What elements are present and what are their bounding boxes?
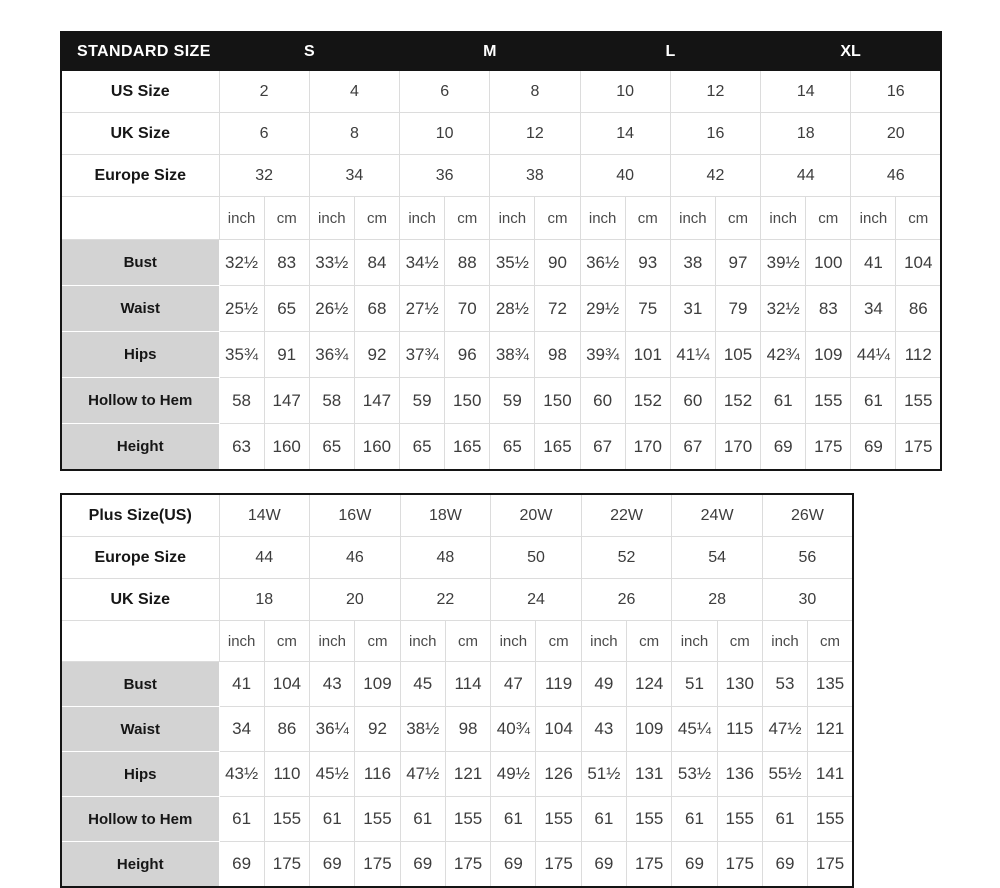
size-value-cell: 18W [400,494,491,537]
measure-value-cell: 175 [536,842,581,888]
measure-value-cell: 39½ [761,240,806,286]
measure-value-cell: 45 [400,662,445,707]
measure-value-cell: 141 [808,752,853,797]
measure-value-cell: 90 [535,240,580,286]
measure-value-cell: 49 [581,662,626,707]
measure-value-cell: 58 [309,378,354,424]
measure-value-cell: 43 [310,662,355,707]
unit-label: cm [536,621,581,662]
unit-row [61,621,853,662]
measure-value-cell: 34 [219,707,264,752]
size-value-cell: 34 [309,155,399,197]
measure-value-cell: 170 [625,424,670,471]
measure-value-cell: 175 [806,424,851,471]
size-group-l: L [580,32,761,71]
unit-label: cm [535,197,580,240]
measure-value-cell: 104 [896,240,941,286]
size-value-cell: 12 [490,113,580,155]
size-value-cell: 26 [581,579,672,621]
measure-value-cell: 40¾ [491,707,536,752]
measure-value-cell: 60 [580,378,625,424]
measure-value-cell: 61 [581,797,626,842]
measure-value-cell: 115 [717,707,762,752]
measure-value-cell: 83 [264,240,309,286]
unit-label: cm [806,197,851,240]
measure-value-cell: 165 [535,424,580,471]
measure-value-cell: 37¾ [400,332,445,378]
unit-label: cm [627,621,672,662]
size-value-cell: 54 [672,537,763,579]
measure-value-cell: 75 [625,286,670,332]
measure-value-cell: 25½ [219,286,264,332]
size-value-cell: 10 [580,71,670,113]
measure-value-cell: 36¾ [309,332,354,378]
measure-value-cell: 98 [535,332,580,378]
measure-value-cell: 105 [715,332,760,378]
measure-value-cell: 38½ [400,707,445,752]
measure-value-cell: 39¾ [580,332,625,378]
measure-value-cell: 175 [627,842,672,888]
size-value-cell: 16 [851,71,941,113]
row-label: Hollow to Hem [61,378,219,424]
measure-value-cell: 61 [310,797,355,842]
measure-value-cell: 175 [355,842,400,888]
measure-row [61,424,941,471]
unit-label: inch [219,197,264,240]
size-value-cell: 6 [219,113,309,155]
measure-value-cell: 88 [445,240,490,286]
measure-value-cell: 41¼ [670,332,715,378]
measure-value-cell: 155 [536,797,581,842]
measure-value-cell: 59 [400,378,445,424]
unit-label: inch [310,621,355,662]
measure-value-cell: 47½ [400,752,445,797]
size-value-cell: 22 [400,579,491,621]
size-value-cell: 20W [491,494,582,537]
unit-label: inch [670,197,715,240]
measure-value-cell: 136 [717,752,762,797]
measure-value-cell: 150 [445,378,490,424]
measure-value-cell: 160 [264,424,309,471]
measure-value-cell: 112 [896,332,941,378]
measure-value-cell: 121 [445,752,490,797]
size-value-cell: 18 [219,579,310,621]
measure-value-cell: 97 [715,240,760,286]
measure-value-cell: 165 [445,424,490,471]
measure-value-cell: 33½ [309,240,354,286]
size-row [61,71,941,113]
measure-value-cell: 41 [851,240,896,286]
size-value-cell: 14 [580,113,670,155]
measure-row [61,240,941,286]
measure-value-cell: 32½ [219,240,264,286]
size-value-cell: 48 [400,537,491,579]
size-value-cell: 16 [670,113,760,155]
size-value-cell: 30 [762,579,853,621]
measure-value-cell: 47½ [762,707,807,752]
size-value-cell: 50 [491,537,582,579]
unit-label: cm [625,197,670,240]
measure-value-cell: 51½ [581,752,626,797]
size-value-cell: 24W [672,494,763,537]
measure-value-cell: 155 [808,797,853,842]
unit-label: inch [309,197,354,240]
size-value-cell: 28 [672,579,763,621]
measure-value-cell: 28½ [490,286,535,332]
size-group-s: S [219,32,400,71]
row-label: Height [61,424,219,471]
measure-value-cell: 175 [896,424,941,471]
measure-value-cell: 65 [400,424,445,471]
measure-row [61,842,853,888]
measure-value-cell: 114 [445,662,490,707]
measure-value-cell: 69 [400,842,445,888]
row-label: UK Size [61,579,219,621]
row-label: Waist [61,707,219,752]
standard-size-table [60,31,942,471]
measure-value-cell: 35¾ [219,332,264,378]
measure-value-cell: 69 [761,424,806,471]
measure-row [61,332,941,378]
unit-label: cm [264,621,309,662]
measure-value-cell: 67 [580,424,625,471]
measure-value-cell: 96 [445,332,490,378]
unit-label: cm [808,621,853,662]
measure-value-cell: 58 [219,378,264,424]
measure-value-cell: 170 [715,424,760,471]
measure-value-cell: 119 [536,662,581,707]
unit-label: cm [354,197,399,240]
row-label: Bust [61,240,219,286]
measure-value-cell: 130 [717,662,762,707]
row-label: Waist [61,286,219,332]
measure-value-cell: 92 [354,332,399,378]
measure-value-cell: 38 [670,240,715,286]
size-value-cell: 8 [309,113,399,155]
size-value-cell: 8 [490,71,580,113]
size-value-cell: 32 [219,155,309,197]
unit-label: inch [672,621,717,662]
row-label: Hollow to Hem [61,797,219,842]
measure-value-cell: 79 [715,286,760,332]
measure-value-cell: 69 [581,842,626,888]
size-value-cell: 26W [762,494,853,537]
measure-value-cell: 147 [264,378,309,424]
measure-row [61,378,941,424]
measure-value-cell: 43½ [219,752,264,797]
measure-value-cell: 31 [670,286,715,332]
size-value-cell: 2 [219,71,309,113]
measure-value-cell: 152 [715,378,760,424]
size-row [61,113,941,155]
size-value-cell: 16W [310,494,401,537]
measure-value-cell: 27½ [400,286,445,332]
measure-value-cell: 65 [264,286,309,332]
measure-value-cell: 104 [536,707,581,752]
measure-value-cell: 61 [851,378,896,424]
measure-value-cell: 67 [670,424,715,471]
unit-label: inch [491,621,536,662]
row-label: Europe Size [61,155,219,197]
unit-label: cm [445,197,490,240]
measure-value-cell: 42¾ [761,332,806,378]
measure-value-cell: 147 [354,378,399,424]
measure-value-cell: 47 [491,662,536,707]
row-label: Hips [61,752,219,797]
measure-value-cell: 150 [535,378,580,424]
measure-value-cell: 155 [896,378,941,424]
measure-row [61,286,941,332]
measure-value-cell: 109 [627,707,672,752]
unit-label: inch [851,197,896,240]
measure-row [61,797,853,842]
measure-value-cell: 69 [851,424,896,471]
measure-value-cell: 69 [310,842,355,888]
measure-value-cell: 32½ [761,286,806,332]
unit-row-spacer [61,621,219,662]
measure-value-cell: 175 [445,842,490,888]
measure-row [61,707,853,752]
measure-value-cell: 175 [808,842,853,888]
measure-value-cell: 155 [355,797,400,842]
measure-value-cell: 92 [355,707,400,752]
measure-value-cell: 93 [625,240,670,286]
size-value-cell: 40 [580,155,670,197]
row-label: Plus Size(US) [61,494,219,537]
measure-value-cell: 109 [355,662,400,707]
measure-value-cell: 175 [717,842,762,888]
measure-value-cell: 53½ [672,752,717,797]
measure-value-cell: 61 [672,797,717,842]
unit-row-spacer [61,197,219,240]
measure-value-cell: 29½ [580,286,625,332]
measure-value-cell: 43 [581,707,626,752]
measure-value-cell: 44¼ [851,332,896,378]
measure-value-cell: 155 [717,797,762,842]
measure-value-cell: 160 [354,424,399,471]
size-row [61,494,853,537]
size-value-cell: 14 [761,71,851,113]
measure-value-cell: 135 [808,662,853,707]
measure-value-cell: 59 [490,378,535,424]
measure-value-cell: 61 [400,797,445,842]
row-label: UK Size [61,113,219,155]
unit-label: cm [896,197,941,240]
measure-value-cell: 69 [762,842,807,888]
measure-value-cell: 34 [851,286,896,332]
size-value-cell: 42 [670,155,760,197]
measure-value-cell: 61 [761,378,806,424]
size-value-cell: 20 [310,579,401,621]
size-value-cell: 18 [761,113,851,155]
measure-value-cell: 51 [672,662,717,707]
size-value-cell: 36 [400,155,490,197]
plus-size-table [60,493,854,888]
measure-value-cell: 83 [806,286,851,332]
measure-value-cell: 69 [491,842,536,888]
unit-label: inch [219,621,264,662]
row-label: Height [61,842,219,888]
unit-label: cm [264,197,309,240]
measure-value-cell: 68 [354,286,399,332]
measure-value-cell: 65 [309,424,354,471]
measure-value-cell: 61 [219,797,264,842]
measure-value-cell: 116 [355,752,400,797]
size-value-cell: 20 [851,113,941,155]
unit-label: cm [445,621,490,662]
size-value-cell: 52 [581,537,672,579]
measure-value-cell: 65 [490,424,535,471]
measure-row [61,662,853,707]
size-value-cell: 14W [219,494,310,537]
unit-row [61,197,941,240]
measure-value-cell: 53 [762,662,807,707]
row-label: Bust [61,662,219,707]
size-group-m: M [400,32,581,71]
measure-value-cell: 61 [491,797,536,842]
measure-value-cell: 155 [445,797,490,842]
measure-value-cell: 110 [264,752,309,797]
measure-value-cell: 45¼ [672,707,717,752]
measure-value-cell: 98 [445,707,490,752]
measure-value-cell: 175 [264,842,309,888]
unit-label: inch [761,197,806,240]
size-value-cell: 44 [219,537,310,579]
unit-label: cm [355,621,400,662]
unit-label: inch [400,197,445,240]
measure-value-cell: 101 [625,332,670,378]
measure-value-cell: 152 [625,378,670,424]
measure-value-cell: 72 [535,286,580,332]
measure-value-cell: 155 [627,797,672,842]
unit-label: inch [581,621,626,662]
unit-label: inch [762,621,807,662]
unit-label: cm [717,621,762,662]
row-label: Europe Size [61,537,219,579]
size-value-cell: 12 [670,71,760,113]
measure-value-cell: 109 [806,332,851,378]
measure-value-cell: 126 [536,752,581,797]
measure-value-cell: 155 [806,378,851,424]
measure-value-cell: 70 [445,286,490,332]
unit-label: inch [400,621,445,662]
size-row [61,155,941,197]
measure-row [61,752,853,797]
size-group-xl: XL [761,32,942,71]
measure-value-cell: 63 [219,424,264,471]
measure-value-cell: 155 [264,797,309,842]
measure-value-cell: 36¼ [310,707,355,752]
measure-value-cell: 86 [264,707,309,752]
size-value-cell: 38 [490,155,580,197]
size-value-cell: 56 [762,537,853,579]
unit-label: cm [715,197,760,240]
measure-value-cell: 69 [219,842,264,888]
size-value-cell: 46 [310,537,401,579]
table-title: STANDARD SIZE [61,32,219,71]
size-value-cell: 22W [581,494,672,537]
size-value-cell: 10 [400,113,490,155]
size-row [61,537,853,579]
measure-value-cell: 61 [762,797,807,842]
row-label: Hips [61,332,219,378]
measure-value-cell: 41 [219,662,264,707]
measure-value-cell: 60 [670,378,715,424]
size-value-cell: 44 [761,155,851,197]
measure-value-cell: 84 [354,240,399,286]
size-value-cell: 6 [400,71,490,113]
measure-value-cell: 45½ [310,752,355,797]
measure-value-cell: 55½ [762,752,807,797]
measure-value-cell: 104 [264,662,309,707]
measure-value-cell: 69 [672,842,717,888]
size-value-cell: 46 [851,155,941,197]
size-row [61,579,853,621]
measure-value-cell: 34½ [400,240,445,286]
measure-value-cell: 38¾ [490,332,535,378]
size-value-cell: 4 [309,71,399,113]
measure-value-cell: 100 [806,240,851,286]
measure-value-cell: 26½ [309,286,354,332]
measure-value-cell: 131 [627,752,672,797]
size-value-cell: 24 [491,579,582,621]
measure-value-cell: 91 [264,332,309,378]
unit-label: inch [580,197,625,240]
table-header-row [61,32,941,71]
unit-label: inch [490,197,535,240]
measure-value-cell: 124 [627,662,672,707]
measure-value-cell: 49½ [491,752,536,797]
row-label: US Size [61,71,219,113]
measure-value-cell: 121 [808,707,853,752]
measure-value-cell: 86 [896,286,941,332]
measure-value-cell: 36½ [580,240,625,286]
measure-value-cell: 35½ [490,240,535,286]
